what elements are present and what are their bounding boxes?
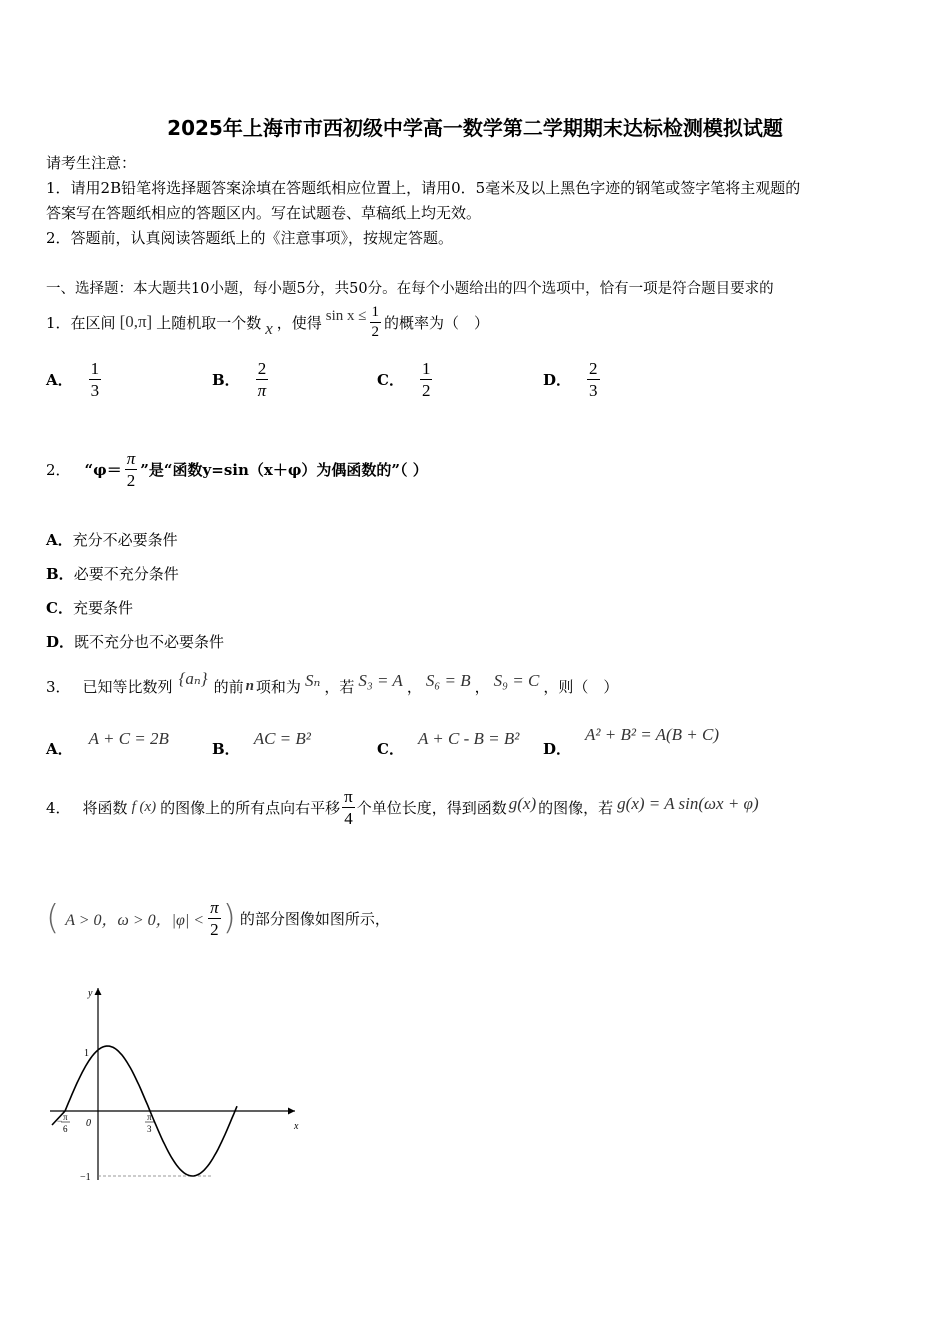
q2-post: ”是“函数y=sin（x＋φ）为偶函数的”（ ） (140, 460, 428, 479)
q1-post: 的概率为（ ） (384, 313, 490, 332)
q1-option-d-label: D． (543, 371, 572, 389)
q1-pre: 在区间 (70, 313, 116, 332)
q1-option-b-fraction (256, 360, 269, 399)
q4-cond-fraction (208, 899, 221, 938)
y-tick-1: 1 (84, 1048, 89, 1059)
q1-option-c-num: 1 (421, 359, 431, 378)
q1-options (46, 360, 906, 410)
y-axis-label: y (88, 988, 93, 999)
q1-option-a[interactable] (46, 360, 101, 399)
q3-comma-2: ， (474, 677, 490, 696)
q2-option-b-label: B． (46, 565, 74, 583)
q2-option-a-label: A． (46, 531, 73, 549)
q3-n: n (245, 677, 254, 694)
x-tick-left-sign: − (57, 1116, 63, 1126)
q2-pre: “φ＝ (84, 460, 122, 479)
q4-number: 4． (46, 798, 71, 817)
notice-line-1: 1．请用2B铅笔将选择题答案涂填在答题纸相应位置上，请用0．5毫米及以上黑色字迹的钢笔或签字笔将主观题的 (46, 179, 801, 197)
q3-option-c-label: C． (377, 740, 404, 758)
q2-option-d-label: D． (46, 633, 75, 651)
q4-gdef: g(x) = A sin(ωx + φ) (617, 794, 759, 813)
q1-condition-fraction (370, 305, 382, 340)
q1-option-d-num: 2 (589, 359, 598, 378)
q3-option-b-expr: AC = B² (253, 729, 311, 748)
q2-option-c[interactable] (46, 597, 133, 618)
q4-condition-line (46, 892, 390, 944)
q2-option-b[interactable] (46, 563, 179, 584)
left-paren: ( (46, 898, 60, 938)
right-paren: ) (222, 898, 236, 938)
section-heading: 一、选择题：本大题共10小题，每小题5分，共50分。在每个小题给出的四个选项中，恰有一项是符合题目要求的 (46, 281, 774, 297)
q4-fraction (342, 788, 355, 827)
x-tick-left-num: π (63, 1112, 68, 1122)
q1-option-b-den: π (257, 381, 267, 400)
q1-var: x (265, 319, 273, 338)
q3-mid: 的前 (213, 677, 244, 696)
q1-option-c[interactable] (377, 360, 432, 399)
q1-condition: sin x ≤ (325, 307, 367, 324)
q4-fx: f (x) (131, 798, 157, 815)
question-3 (46, 664, 618, 708)
notice-line-1b: 答案写在答题纸相应的答题区内。写在试题卷、草稿纸上均无效。 (46, 204, 482, 222)
notice-line-2: 2．答题前，认真阅读答题纸上的《注意事项》，按规定答题。 (46, 229, 454, 247)
x-tick-left-den: 6 (63, 1124, 68, 1134)
q3-post: ，则（ ） (543, 677, 619, 696)
page-title: 2025年上海市市西初级中学高一数学第二学期期末达标检测模拟试题 (167, 116, 783, 140)
q3-option-a-expr: A + C = 2B (88, 729, 169, 748)
q3-option-a[interactable] (46, 724, 169, 759)
q3-mid3: ，若 (324, 677, 355, 696)
q1-mid: 上随机取一个数 (156, 313, 262, 332)
q3-options (46, 724, 906, 760)
q3-sequence: {aₙ} (178, 669, 208, 688)
q3-option-d-label: D． (543, 740, 572, 758)
q3-pre: 已知等比数列 (82, 677, 173, 696)
q1-option-b-num: 2 (257, 359, 267, 378)
x-axis-label: x (294, 1121, 299, 1132)
q1-option-a-label: A． (46, 371, 73, 389)
q1-option-d[interactable] (543, 360, 600, 399)
q1-option-a-fraction (89, 360, 102, 399)
q1-option-a-num: 1 (90, 359, 100, 378)
q4-mid: 的图像上的所有点向右平移 (160, 798, 341, 817)
q1-option-a-den: 3 (90, 381, 100, 400)
q2-option-c-label: C． (46, 599, 73, 617)
q4-mid3: 的图像，若 (538, 798, 614, 817)
q4-gx: g(x) (508, 794, 537, 813)
question-1 (46, 302, 489, 342)
q3-cond-1: S₃ = A (358, 671, 403, 690)
q3-mid2: 项和为 (255, 677, 301, 696)
origin-label: 0 (86, 1118, 91, 1129)
q2-option-d-text: 既不充分也不必要条件 (74, 633, 225, 651)
q2-option-c-text: 充要条件 (72, 599, 133, 617)
q2-option-d[interactable] (46, 631, 224, 652)
q1-option-d-fraction (587, 360, 600, 399)
y-tick-minus-1: −1 (80, 1172, 91, 1183)
q3-option-b-label: B． (212, 740, 240, 758)
q1-option-d-den: 3 (589, 381, 598, 400)
q4-pre: 将函数 (82, 798, 128, 817)
q3-sn: Sₙ (304, 671, 321, 690)
q1-option-b-label: B． (212, 371, 240, 389)
q1-interval: [0,π] (119, 312, 153, 331)
q3-comma-1: ， (406, 677, 422, 696)
q3-cond-2: S₆ = B (425, 671, 471, 690)
q3-option-c[interactable] (377, 724, 519, 759)
q3-number: 3． (46, 677, 71, 696)
q2-option-b-text: 必要不充分条件 (73, 565, 179, 583)
q2-frac-den: 2 (126, 470, 136, 490)
q2-fraction (125, 450, 138, 489)
q1-option-c-den: 2 (421, 381, 431, 400)
q1-option-c-label: C． (377, 371, 404, 389)
question-2 (46, 444, 428, 494)
q2-frac-num: π (126, 448, 136, 468)
q2-number: 2． (46, 460, 71, 479)
question-4 (46, 782, 761, 832)
q2-option-a[interactable] (46, 529, 178, 550)
q3-option-b[interactable] (212, 724, 311, 759)
q2-option-a-text: 充分不必要条件 (72, 531, 178, 549)
q4-post: 的部分图像如图所示， (239, 909, 390, 928)
q1-cond-denominator: 2 (371, 323, 380, 340)
q4-cond-den: 2 (210, 919, 219, 939)
notice-heading: 请考生注意： (46, 154, 137, 172)
q1-number: 1． (46, 313, 71, 332)
q4-frac-den: 4 (344, 808, 353, 828)
q4-mid2: 个单位长度，得到函数 (356, 798, 507, 817)
q4-cond-num: π (210, 897, 219, 917)
q3-option-a-label: A． (46, 740, 73, 758)
q3-option-d-expr: A² + B² = A(B + C) (585, 725, 720, 744)
q1-mid2: ，使得 (276, 313, 322, 332)
x-tick-mid-den: 3 (147, 1124, 152, 1134)
q1-option-c-fraction (420, 360, 433, 399)
q4-frac-num: π (344, 786, 353, 806)
q1-cond-numerator: 1 (370, 305, 382, 323)
q4-condition: A > 0，ω > 0，|φ| < (65, 911, 205, 929)
q3-option-c-expr: A + C - B = B² (417, 729, 520, 748)
x-tick-mid-num: π (147, 1112, 152, 1122)
sine-graph (40, 980, 320, 1190)
q3-option-d[interactable] (543, 724, 719, 759)
q1-option-b[interactable] (212, 360, 268, 399)
q3-cond-3: S₉ = C (493, 671, 540, 690)
